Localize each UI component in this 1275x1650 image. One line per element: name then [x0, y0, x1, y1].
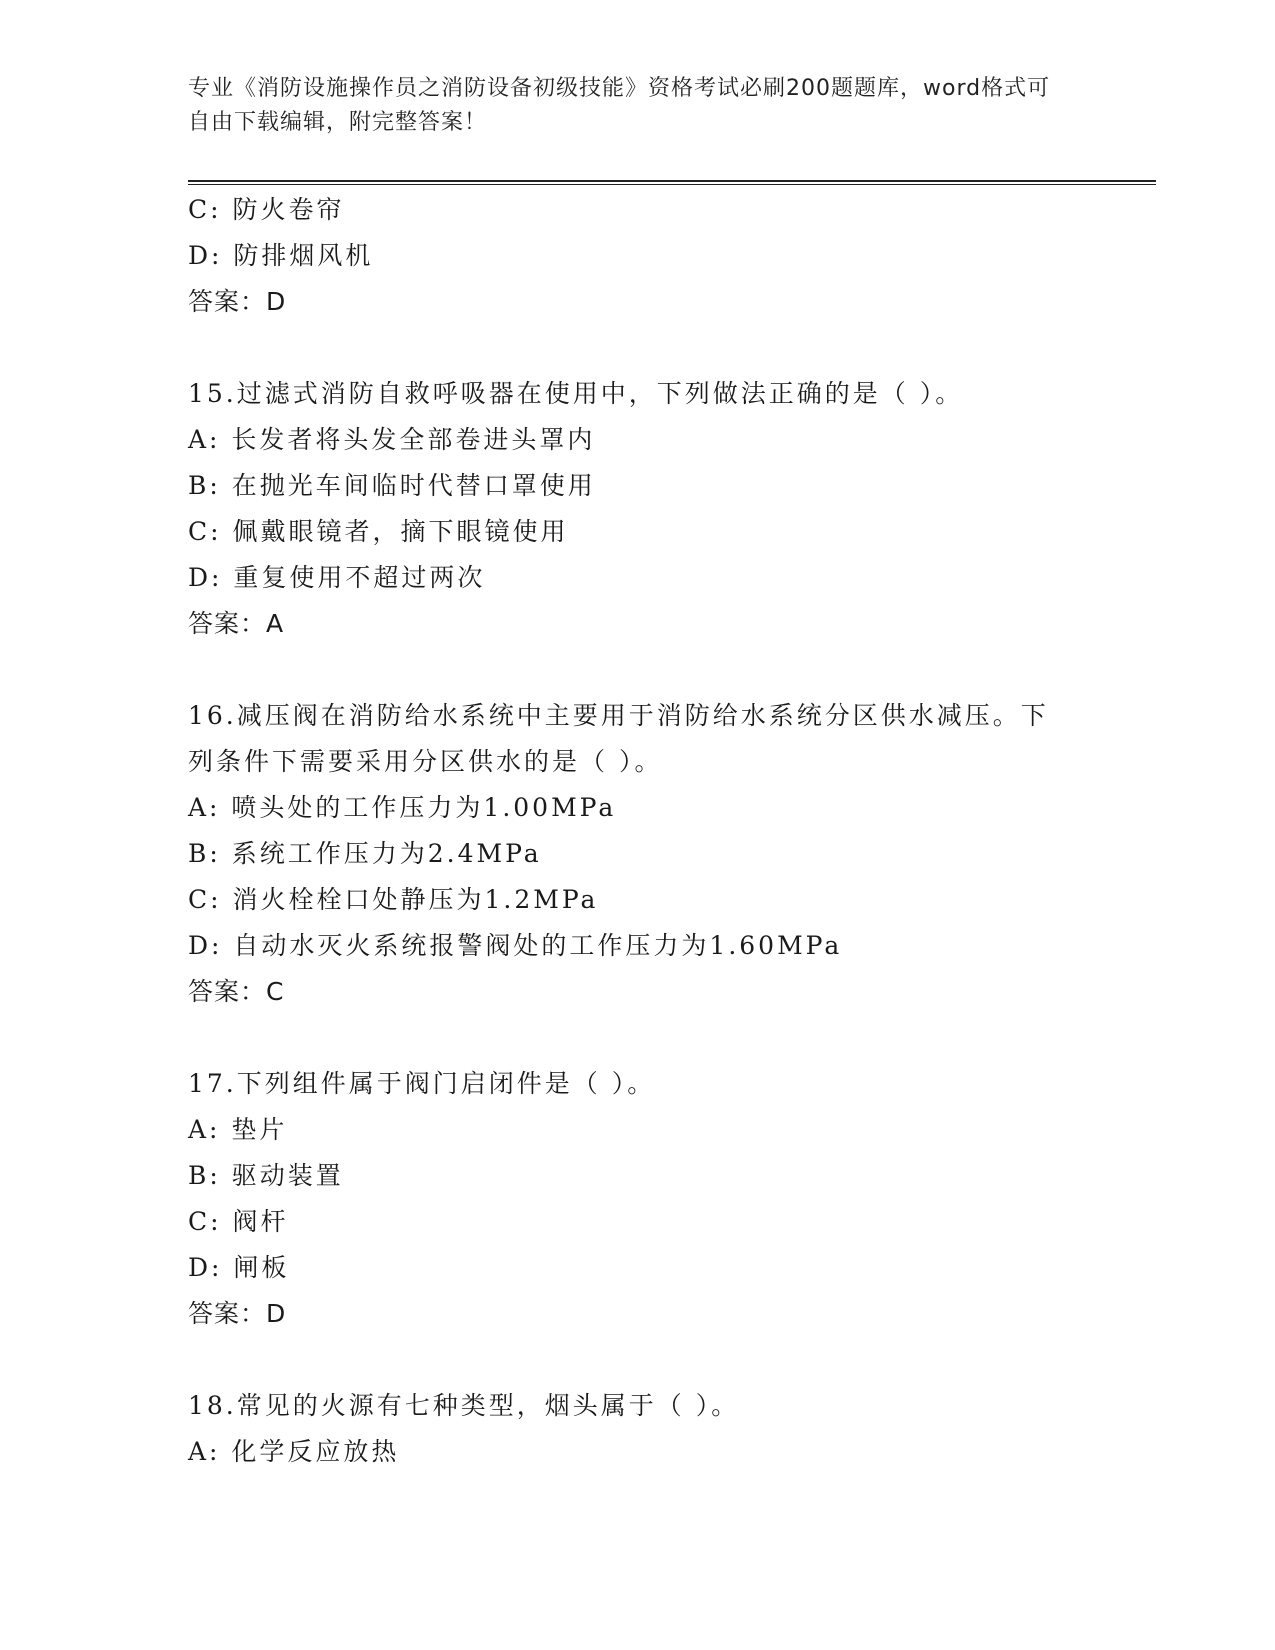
option-b: B: 驱动装置: [188, 1161, 344, 1190]
answer: 答案：A: [188, 609, 285, 638]
question-15: [188, 371, 1088, 647]
question-stem: 15.过滤式消防自救呼吸器在使用中，下列做法正确的是（ ）。: [188, 379, 964, 408]
document-body: [188, 187, 1088, 1475]
question-stem: 17.下列组件属于阀门启闭件是（ ）。: [188, 1069, 656, 1098]
option-c: C: 防火卷帘: [188, 195, 345, 224]
spacer: [188, 1337, 1088, 1383]
spacer: [188, 647, 1088, 693]
option-a: A: 垫片: [188, 1115, 288, 1144]
option-a: A: 化学反应放热: [188, 1437, 400, 1466]
answer: 答案：D: [188, 287, 287, 316]
question-18: [188, 1383, 1088, 1475]
question-14-tail: [188, 187, 1088, 325]
question-stem: 18.常见的火源有七种类型，烟头属于（ ）。: [188, 1391, 740, 1420]
option-d: D: 防排烟风机: [188, 241, 374, 270]
option-c: C: 佩戴眼镜者，摘下眼镜使用: [188, 517, 569, 546]
question-16: [188, 693, 1088, 1015]
option-c: C: 阀杆: [188, 1207, 289, 1236]
option-c: C: 消火栓栓口处静压为1.2MPa: [188, 885, 599, 914]
option-a: A: 长发者将头发全部卷进头罩内: [188, 425, 596, 454]
option-b: B: 系统工作压力为2.4MPa: [188, 839, 542, 868]
header-rule-thin: [188, 184, 1156, 185]
header-rule-thick: [188, 180, 1156, 182]
option-d: D: 重复使用不超过两次: [188, 563, 486, 592]
question-17: [188, 1061, 1088, 1337]
question-stem-line-1: 16.减压阀在消防给水系统中主要用于消防给水系统分区供水减压。下: [188, 701, 1049, 730]
spacer: [188, 1015, 1088, 1061]
question-stem-line-2: 列条件下需要采用分区供水的是（ ）。: [188, 747, 663, 776]
answer: 答案：C: [188, 977, 285, 1006]
page-header: 专业《消防设施操作员之消防设备初级技能》资格考试必刷200题题库，word格式可自由下载编辑，附完整答案！: [188, 76, 1051, 135]
option-d: D: 闸板: [188, 1253, 290, 1282]
spacer: [188, 325, 1088, 371]
option-b: B: 在抛光车间临时代替口罩使用: [188, 471, 596, 500]
option-a: A: 喷头处的工作压力为1.00MPa: [188, 793, 617, 822]
answer: 答案：D: [188, 1299, 287, 1328]
option-d: D: 自动水灭火系统报警阀处的工作压力为1.60MPa: [188, 931, 843, 960]
